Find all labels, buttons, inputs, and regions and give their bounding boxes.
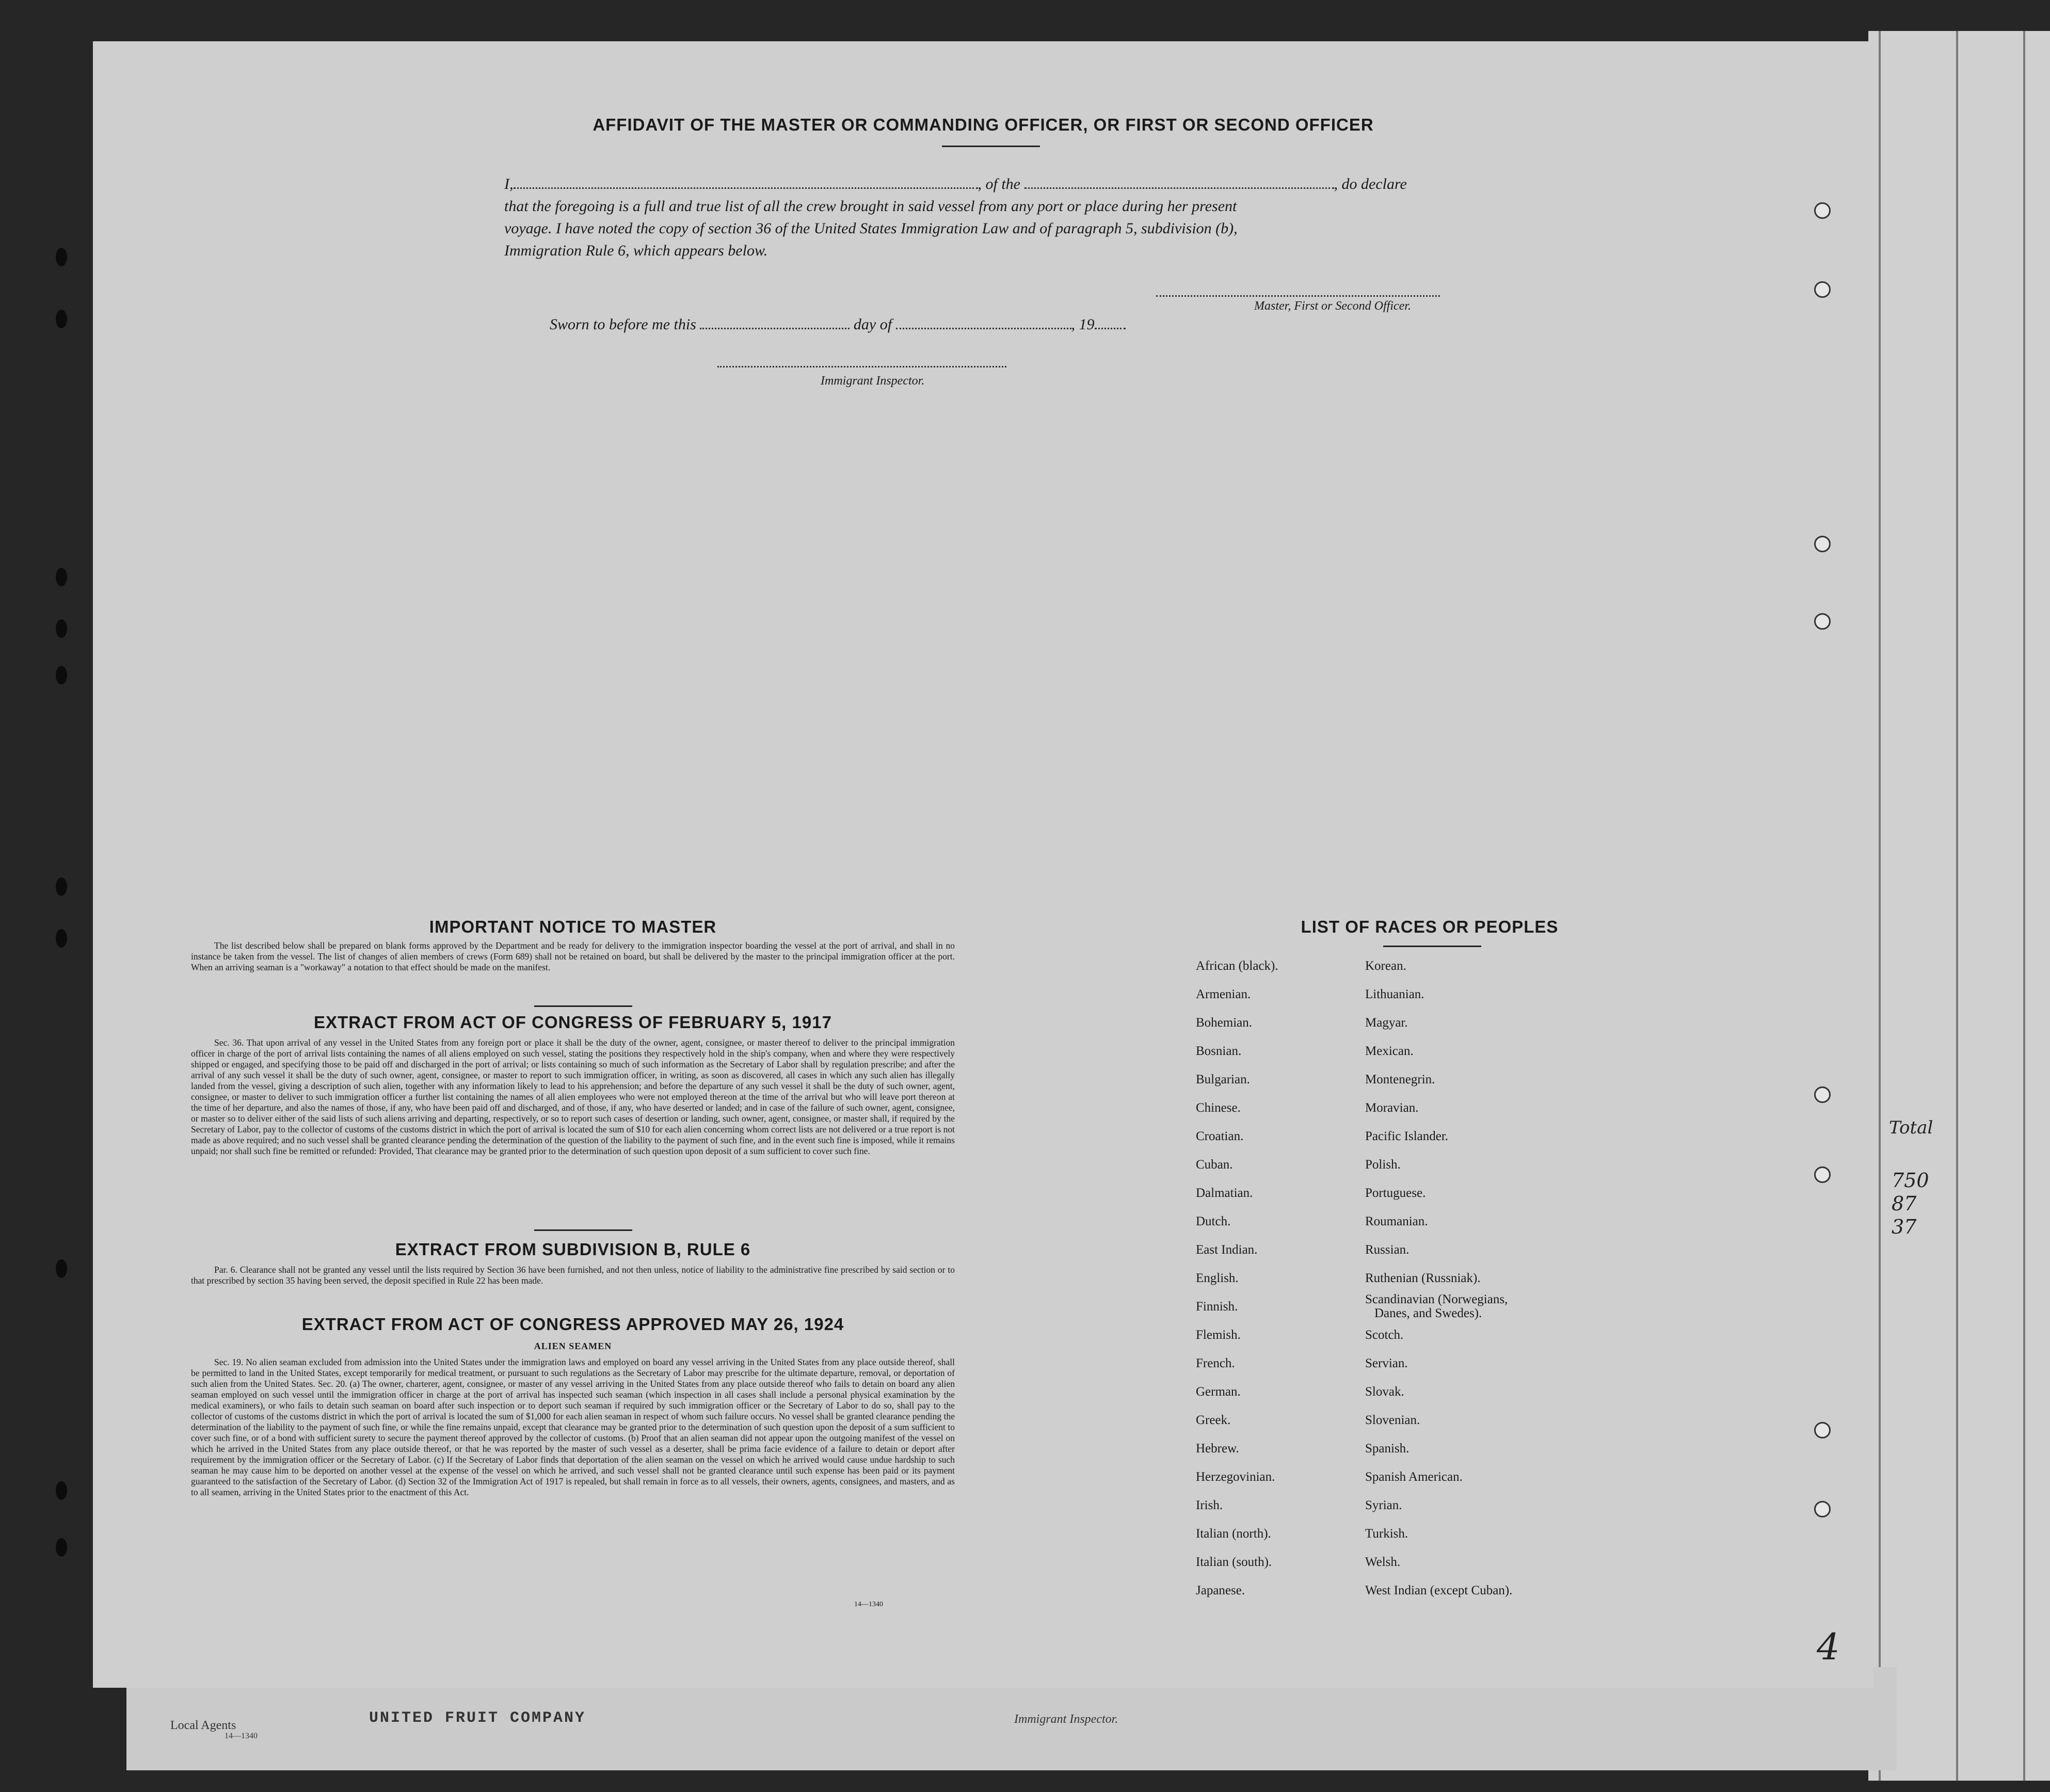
affidavit-of-the-label: , of the <box>978 175 1020 193</box>
race-item: Bulgarian. <box>1196 1073 1250 1086</box>
sworn-year-blank <box>1095 316 1126 329</box>
race-item: West Indian (except Cuban). <box>1365 1583 1513 1597</box>
extract-1917-body: Sec. 36. That upon arrival of any vessel in the United States from any foreign port or place it shall be the duty of the owner, agent, consignee, or master thereof to deliver to the principal immigration officer in charge of the port of arrival lists containing the names of all aliens employed on such vessel, stating the positions they respectively hold in the ship's company, when and where they were respectively shipped or engaged, and specifying those to be paid off and discharged in the port of arrival; or lists containing so much of such information as the Secretary of Labor shall by regulation prescribe; and after the arrival of any such vessel it shall be the duty of such owner, agent, consignee, or master to report to such immigration officer, in writing, as soon as discovered, all cases in which any such alien has illegally landed from the vessel, giving a description of such alien, together with any information likely to lead to his apprehension; and before the departure of any such vessel it shall be the duty of such owner, agent, consignee, or master to deliver to such immigration officer a further list containing the names of all alien employees who were not employed thereon at the time of the arrival but who will leave port thereon at the time of her departure, and also the names of those, if any, who have been paid off and discharged, and of those, if any, who have deserted or landed; and in case of the failure of such owner, agent, consignee, or master so to deliver either of the said lists of such aliens arriving and departing, respectively, or so to report such cases of desertion or landing, such owner, agent, consignee, or master shall, if required by the Secretary of Labor, pay to the collector of customs of the customs district in which the port of arrival is located the sum of $10 for each alien concerning whom correct lists are not delivered or a true report is not made as above required; and no such vessel shall be granted clearance pending the determination of the question of the liability to the payment of such fine, and in the event such fine is imposed, while it remains unpaid; nor shall such fine be remitted or refunded: Provided, That clearance may be granted prior to the determination of such question upon deposit of a sum sufficient to cover such fine. <box>191 1037 955 1156</box>
race-item: Japanese. <box>1196 1583 1245 1597</box>
race-item: East Indian. <box>1196 1243 1258 1257</box>
underlying-inspector-label: Immigrant Inspector. <box>1014 1713 1118 1726</box>
company-stamp: UNITED FRUIT COMPANY <box>369 1709 586 1727</box>
affidavit-line-1 <box>504 175 1407 193</box>
notice-title: IMPORTANT NOTICE TO MASTER <box>429 917 717 936</box>
handwritten-total: Total <box>1889 1117 1933 1138</box>
underlying-form-number: 14—1340 <box>225 1732 258 1740</box>
ring-hole <box>1814 536 1831 552</box>
race-item: Russian. <box>1365 1243 1410 1257</box>
extract-1917-rule <box>534 1229 632 1231</box>
races-column-2 <box>1365 952 1512 1605</box>
race-item: Spanish American. <box>1365 1470 1463 1484</box>
binder-hole <box>56 310 67 328</box>
race-item: Polish. <box>1365 1158 1401 1172</box>
binder-hole <box>56 248 67 266</box>
title-rule <box>942 146 1040 147</box>
ring-hole <box>1814 1501 1831 1517</box>
race-item-line: Scandinavian (Norwegians, <box>1365 1292 1508 1306</box>
race-item: Korean. <box>1365 959 1406 973</box>
races-rule <box>1383 946 1481 947</box>
race-item: Dalmatian. <box>1196 1186 1253 1200</box>
race-item: African (black). <box>1196 959 1278 973</box>
race-item: Croatian. <box>1196 1129 1244 1143</box>
race-item: Hebrew. <box>1196 1442 1239 1455</box>
race-item: Dutch. <box>1196 1214 1231 1228</box>
race-item: Slovenian. <box>1365 1413 1420 1427</box>
local-agents-label: Local Agents <box>170 1719 236 1732</box>
notice-rule <box>534 1005 632 1007</box>
race-item: Herzegovinian. <box>1196 1470 1275 1484</box>
sworn-label: Sworn to before me this <box>550 316 696 333</box>
race-item: Bosnian. <box>1196 1044 1242 1058</box>
race-item: Armenian. <box>1196 987 1251 1001</box>
officer-name-blank <box>514 176 978 189</box>
race-item-continuation: Danes, and Swedes). <box>1374 1306 1482 1320</box>
sworn-line <box>550 316 1126 333</box>
year-prefix-label: , 19 <box>1071 316 1095 333</box>
affidavit-title: AFFIDAVIT OF THE MASTER OR COMMANDING OFFICER, OR FIRST OR SECOND OFFICER <box>592 115 1374 134</box>
binder-hole <box>56 1538 67 1557</box>
ring-hole <box>1814 1086 1831 1103</box>
races-title: LIST OF RACES OR PEOPLES <box>1301 917 1559 936</box>
race-item: Finnish. <box>1196 1300 1238 1314</box>
inspector-signature-blank <box>717 355 1006 367</box>
handwritten-number: 87 <box>1892 1192 1917 1215</box>
race-item: Turkish. <box>1365 1527 1408 1541</box>
handwritten-number: 750 <box>1892 1169 1929 1192</box>
binder-hole <box>56 619 67 638</box>
race-item: Portuguese. <box>1365 1186 1426 1200</box>
race-item: Mexican. <box>1365 1044 1414 1058</box>
race-item: German. <box>1196 1385 1241 1399</box>
handwritten-page-mark: 4 <box>1817 1626 1840 1668</box>
binder-hole <box>56 666 67 684</box>
race-item: Servian. <box>1365 1356 1408 1370</box>
races-column-1 <box>1196 952 1278 1605</box>
signature-label: Master, First or Second Officer. <box>1254 299 1411 313</box>
alien-seamen-subtitle: ALIEN SEAMEN <box>534 1341 612 1351</box>
race-item: Pacific Islander. <box>1365 1129 1449 1143</box>
ring-hole <box>1814 613 1831 630</box>
extract-1924-body: Sec. 19. No alien seaman excluded from admission into the United States under the immigration laws and employed on board any vessel arriving in the United States from any place outside thereof, shall be permitted to land in the United States, except temporarily for medical treatment, or pursuant to such regulations as the Secretary of Labor may prescribe for the ultimate departure, removal, or deportation of such alien from the United States. Sec. 20. (a) The owner, charterer, agent, consignee, or master of any vessel arriving in the United States from any place outside thereof who fails to detain on board any alien seaman employed on such vessel until the immigration officer in charge at the port of arrival has inspected such seaman (which inspection in all cases shall include a personal physical examination by the medical examiners), or who fails to detain such seaman on board after such inspection or to deport such seaman if required by such immigration officer or the Secretary of Labor to do so, shall pay to the collector of customs of the customs district in which the port of arrival is located the sum of $1,000 for each alien seaman in respect of whom such failure occurs. No vessel shall be granted clearance pending the determination of the liability to the payment of such fine, or while the fine remains unpaid, except that clearance may be granted prior to the determination of such question upon the deposit of a sum sufficient to cover such fine, or of a bond with sufficient surety to secure the payment thereof approved by the collector of customs. (b) Proof that an alien seaman did not appear upon the outgoing manifest of the vessel on which he arrived in the United States from any place outside thereof, or that he was reported by the master of such vessel as a deserter, shall be prima facie evidence of a failure to detain or deport after requirement by the immigration officer or the Secretary of Labor. (c) If the Secretary of Labor finds that deportation of the alien seaman on the vessel on which he arrived would cause undue hardship to such seaman he may cause him to be deported on another vessel at the expense of the vessel on which he arrived, and such vessel shall not be granted clearance until such expense has been paid or its payment guaranteed to the satisfaction of the Secretary of Labor. (d) Section 32 of the Immigration Act of 1917 is repealed, but shall remain in force as to all vessels, their owners, agents, consignees, and masters, and as to all seamen, arriving in the United States prior to the enactment of this Act. <box>191 1357 955 1497</box>
day-of-label: day of <box>853 316 892 333</box>
race-item: Roumanian. <box>1365 1214 1428 1228</box>
race-item: Spanish. <box>1365 1442 1410 1455</box>
adjacent-pages-strip <box>1868 31 2050 1781</box>
form-number: 14—1340 <box>854 1601 883 1608</box>
race-item: Italian (north). <box>1196 1527 1271 1541</box>
race-item <box>1365 1292 1512 1321</box>
race-item: Lithuanian. <box>1365 987 1424 1001</box>
race-item: Magyar. <box>1365 1016 1408 1030</box>
handwritten-number: 37 <box>1892 1215 1917 1238</box>
race-item: Moravian. <box>1365 1101 1419 1115</box>
race-item: Bohemian. <box>1196 1016 1253 1030</box>
race-item: Ruthenian (Russniak). <box>1365 1271 1481 1285</box>
race-item: Slovak. <box>1365 1385 1404 1399</box>
ring-hole <box>1814 1166 1831 1183</box>
notice-body: The list described below shall be prepared on blank forms approved by the Department and be ready for delivery to the immigration inspector boarding the vessel at the port of arrival, and shall in no instance be taken from the vessel. The list of changes of alien members of crews (Form 689) shall not be retained on board, but shall be delivered by the master to the principal immigration officer at the port. When an arriving seaman is a "workaway" a notation to that effect should be made on the manifest. <box>191 940 955 972</box>
signature-blank <box>1156 284 1440 297</box>
sworn-day-blank <box>700 316 850 329</box>
race-item: Montenegrin. <box>1365 1073 1435 1086</box>
affidavit-line-3: voyage. I have noted the copy of section 36 of the United States Immigration Law and of paragraph 5, subdivision (b), <box>504 220 1238 237</box>
extract-1924-title: EXTRACT FROM ACT OF CONGRESS APPROVED MAY 26, 1924 <box>301 1315 844 1334</box>
binder-hole <box>56 1481 67 1500</box>
race-item: English. <box>1196 1271 1239 1285</box>
affidavit-line-4: Immigration Rule 6, which appears below. <box>504 242 768 259</box>
extract-rule6-title: EXTRACT FROM SUBDIVISION B, RULE 6 <box>395 1240 751 1259</box>
document-sheet <box>93 41 1873 1688</box>
binder-hole <box>56 929 67 948</box>
race-item: Cuban. <box>1196 1158 1233 1172</box>
race-item: Greek. <box>1196 1413 1231 1427</box>
vessel-name-blank <box>1024 176 1334 189</box>
binder-hole <box>56 877 67 896</box>
inspector-label: Immigrant Inspector. <box>821 374 925 388</box>
sworn-month-blank <box>896 316 1071 329</box>
race-item: Chinese. <box>1196 1101 1241 1115</box>
affidavit-i-label: I, <box>504 175 514 193</box>
race-item: Scotch. <box>1365 1328 1404 1342</box>
ring-hole <box>1814 202 1831 219</box>
race-item: French. <box>1196 1356 1235 1370</box>
binder-hole <box>56 1259 67 1278</box>
race-item: Syrian. <box>1365 1498 1402 1512</box>
extract-rule6-body: Par. 6. Clearance shall not be granted any vessel until the lists required by Section 36 have been furnished, and not then unless, notice of liability to the administrative fine prescribed by said section or to that prescribed by section 35 having been served, the deposit specified in Rule 22 has been made. <box>191 1265 955 1286</box>
affidavit-declare-label: , do declare <box>1334 175 1407 193</box>
ring-hole <box>1814 1422 1831 1438</box>
binder-hole <box>56 568 67 586</box>
extract-1917-title: EXTRACT FROM ACT OF CONGRESS OF FEBRUARY 5, 1917 <box>314 1013 832 1032</box>
race-item: Italian (south). <box>1196 1555 1272 1569</box>
affidavit-line-2: that the foregoing is a full and true list of all the crew brought in said vessel from any port or place during her present <box>504 198 1237 215</box>
ring-hole <box>1814 281 1831 298</box>
race-item: Flemish. <box>1196 1328 1241 1342</box>
race-item: Irish. <box>1196 1498 1223 1512</box>
race-item: Welsh. <box>1365 1555 1401 1569</box>
